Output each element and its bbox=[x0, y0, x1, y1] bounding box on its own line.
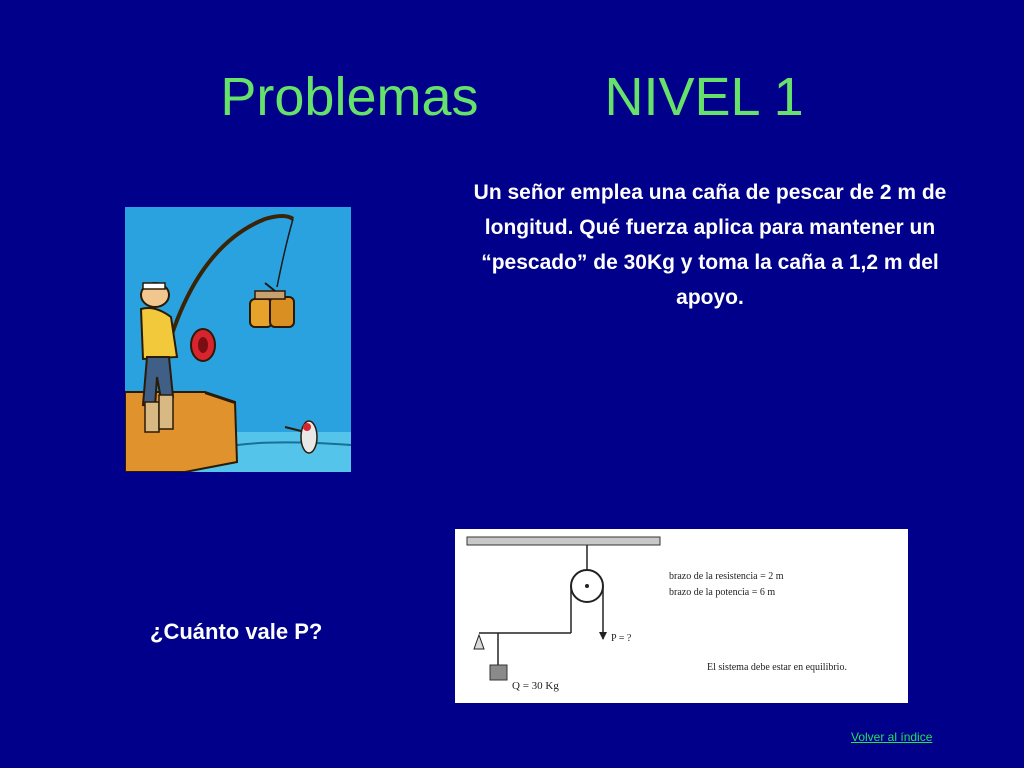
slide-title bbox=[0, 62, 1024, 132]
fisherman-illustration bbox=[125, 207, 351, 472]
brazo-potencia-label: brazo de la potencia = 6 m bbox=[669, 587, 776, 598]
equilibrio-label: El sistema debe estar en equilibrio. bbox=[707, 662, 847, 673]
p-label: P = ? bbox=[611, 633, 632, 644]
fisherman-cartoon-icon bbox=[125, 207, 351, 472]
q-label: Q = 30 Kg bbox=[512, 680, 559, 692]
title-problemas: Problemas bbox=[220, 67, 479, 127]
brazo-resistencia-label: brazo de la resistencia = 2 m bbox=[669, 571, 784, 582]
fulcrum bbox=[474, 635, 484, 649]
title-nivel: NIVEL 1 bbox=[604, 67, 804, 127]
weight-q bbox=[490, 665, 507, 680]
p-arrow bbox=[599, 632, 607, 640]
question-text: ¿Cuánto vale P? bbox=[150, 619, 323, 644]
problem-statement: Un señor emplea una caña de pescar de 2 m de longitud. Qué fuerza aplica para mantener un “pescado” de 30Kg y toma la caña a 1,2 m del apoyo. bbox=[473, 181, 947, 309]
ceiling-bar bbox=[467, 537, 660, 545]
volver-indice-link[interactable]: Volver al índice bbox=[851, 730, 933, 744]
pulley-diagram bbox=[455, 529, 908, 703]
